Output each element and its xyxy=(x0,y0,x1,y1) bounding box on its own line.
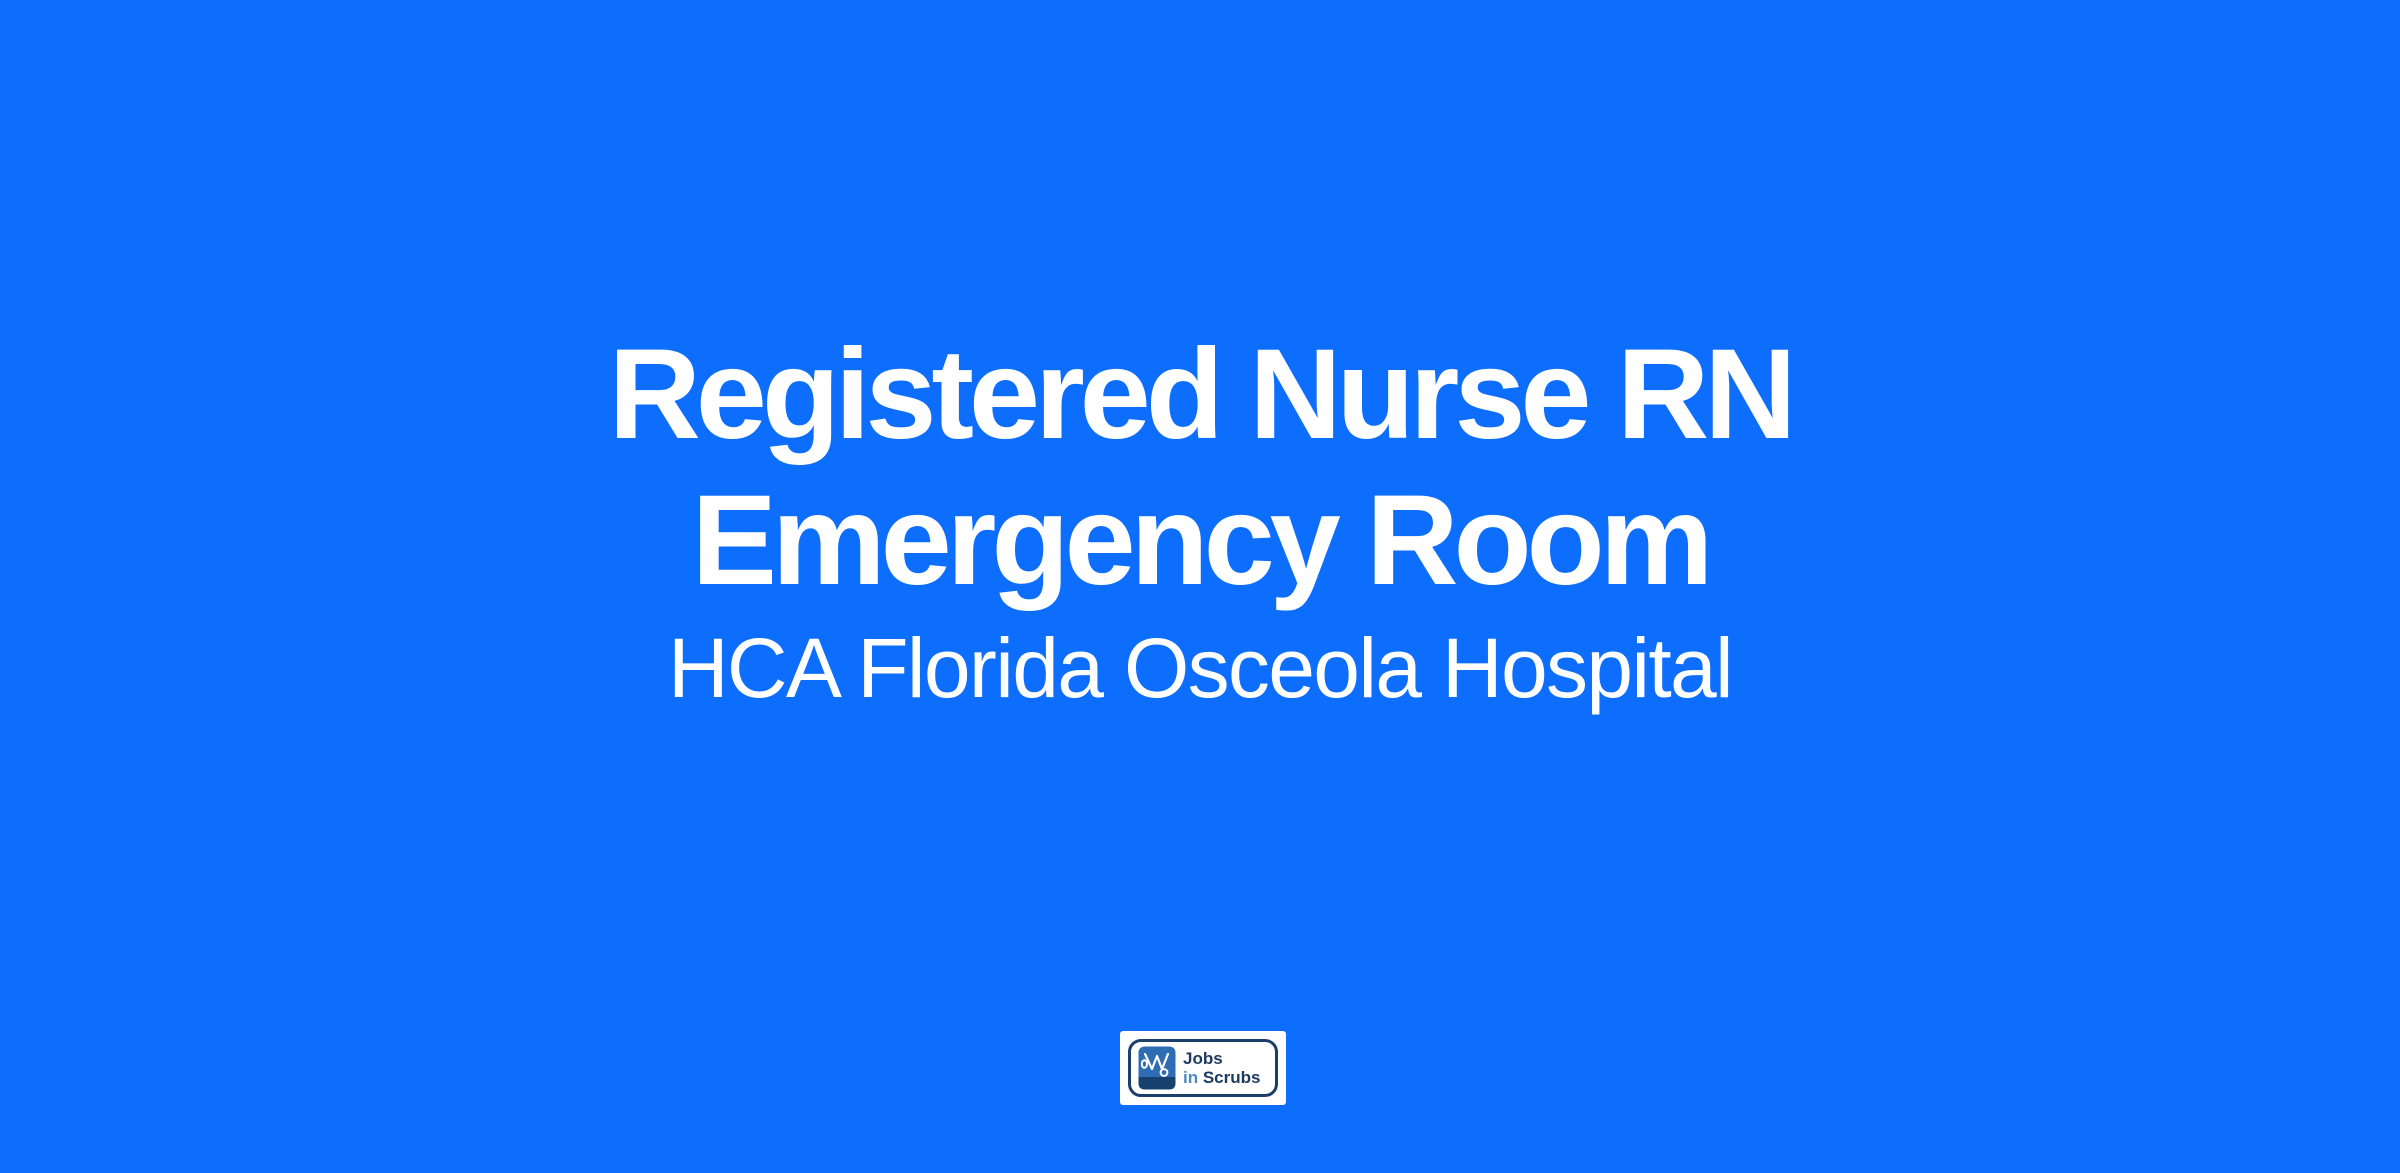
job-title-line-2: Emergency Room xyxy=(691,469,1709,612)
logo-word-jobs: Jobs xyxy=(1183,1049,1223,1068)
jobs-in-scrubs-logo-badge xyxy=(1120,1031,1286,1105)
job-title-line-1: Registered Nurse RN xyxy=(608,323,1792,466)
employer-name: HCA Florida Osceola Hospital xyxy=(667,621,1733,715)
logo-wordmark xyxy=(1183,1049,1260,1087)
logo-word-scrubs: Scrubs xyxy=(1202,1068,1261,1087)
logo-badge-border xyxy=(1128,1039,1278,1097)
scrubs-top-icon xyxy=(1138,1046,1176,1090)
logo-word-in: in xyxy=(1183,1068,1199,1087)
